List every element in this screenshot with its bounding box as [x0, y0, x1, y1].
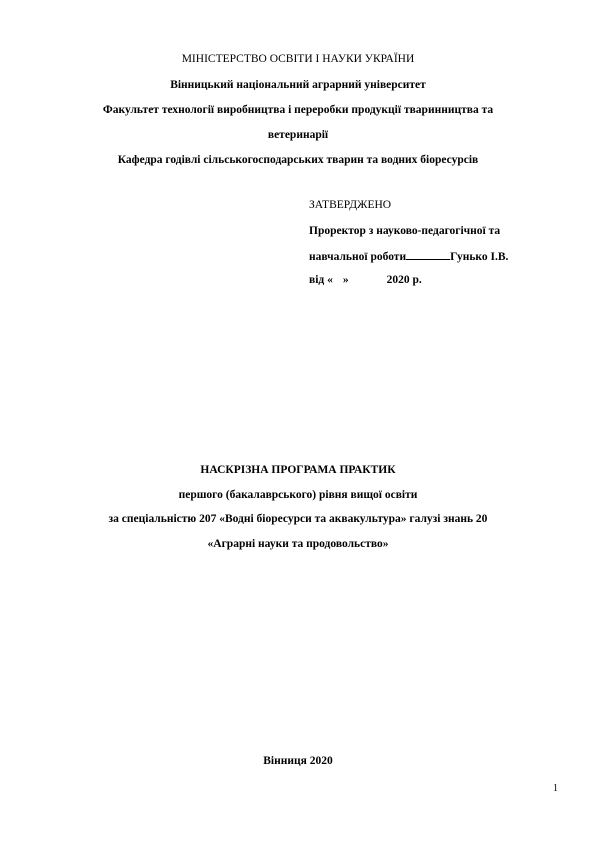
program-title: НАСКРІЗНА ПРОГРАМА ПРАКТИК	[200, 464, 396, 476]
university-name: Вінницький національний аграрний університет	[170, 79, 426, 91]
date-prefix: від «	[309, 274, 333, 286]
date-year: 2020 р.	[386, 274, 422, 286]
approval-position-cont: навчальної роботи	[309, 251, 407, 263]
page-number: 1	[553, 783, 558, 794]
program-level: першого (бакалаврського) рівня вищої освіти	[178, 489, 418, 501]
approval-title: ЗАТВЕРДЖЕНО	[309, 199, 392, 211]
approver-name: Гунько І.В.	[450, 251, 509, 263]
approval-signature-line	[309, 249, 508, 264]
approval-date	[309, 273, 422, 287]
faculty-name-line2: ветеринарії	[267, 129, 329, 141]
ministry-heading: МІНІСТЕРСТВО ОСВІТИ І НАУКИ УКРАЇНИ	[181, 53, 415, 65]
signature-blank	[406, 249, 450, 260]
date-quote-close: »	[342, 274, 349, 286]
city-year: Вінниця 2020	[263, 755, 333, 767]
program-specialty: за спеціальністю 207 «Водні біоресурси та аквакультура» галузі знань 20	[108, 513, 488, 525]
approval-position: Проректор з науково-педагогічної та	[309, 225, 501, 237]
program-field: «Аграрні науки та продовольство»	[207, 538, 389, 550]
department-name: Кафедра годівлі сільськогосподарських тварин та водних біоресурсів	[117, 154, 479, 166]
faculty-name-line1: Факультет технології виробництва і переробки продукції тваринництва та	[102, 104, 494, 116]
